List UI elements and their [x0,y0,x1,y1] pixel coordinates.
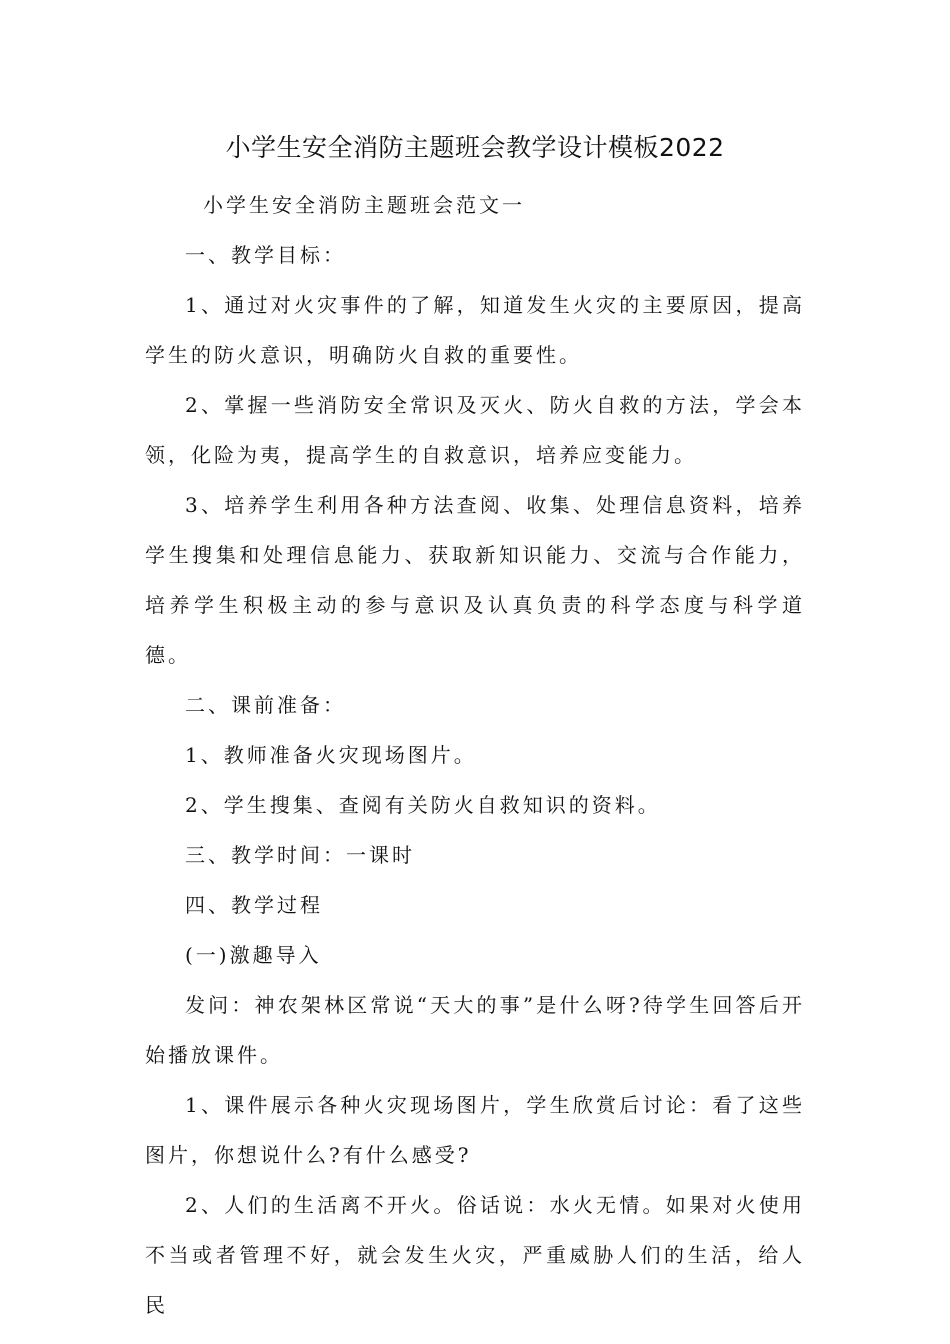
heading-teaching-time: 三、教学时间：一课时 [185,843,415,867]
paragraph-goal-1: 1、通过对火灾事件的了解，知道发生火灾的主要原因，提高学生的防火意识，明确防火自救的重要性。 [145,293,805,367]
paragraph-prep-2: 2、学生搜集、查阅有关防火自救知识的资料。 [185,793,661,817]
heading-teaching-process: 四、教学过程 [185,893,323,917]
section-subtitle: 小学生安全消防主题班会范文一 [203,193,525,217]
paragraph-question: 发问：神农架林区常说“天大的事”是什么呀?待学生回答后开始播放课件。 [145,993,805,1067]
paragraph-prep-1: 1、教师准备火灾现场图片。 [185,743,477,767]
paragraph-goal-3: 3、培养学生利用各种方法查阅、收集、处理信息资料，培养学生搜集和处理信息能力、获取新知识能力、交流与合作能力，培养学生积极主动的参与意识及认真负责的科学态度与科学道德。 [145,493,805,667]
document-title: 小学生安全消防主题班会教学设计模板2022 [225,133,725,162]
heading-teaching-goals: 一、教学目标： [185,243,346,267]
paragraph-step-1: 1、课件展示各种火灾现场图片，学生欣赏后讨论：看了这些图片，你想说什么?有什么感受? [145,1093,805,1167]
paragraph-step-2: 2、人们的生活离不开火。俗话说：水火无情。如果对火使用不当或者管理不好，就会发生火灾，严重威胁人们的生活，给人民 [145,1193,805,1317]
heading-introduction: (一)激趣导入 [185,943,322,967]
heading-preparation: 二、课前准备： [185,693,346,717]
document-body [145,180,805,1330]
paragraph-goal-2: 2、掌握一些消防安全常识及灭火、防火自救的方法，学会本领，化险为夷，提高学生的自救意识，培养应变能力。 [145,393,805,467]
